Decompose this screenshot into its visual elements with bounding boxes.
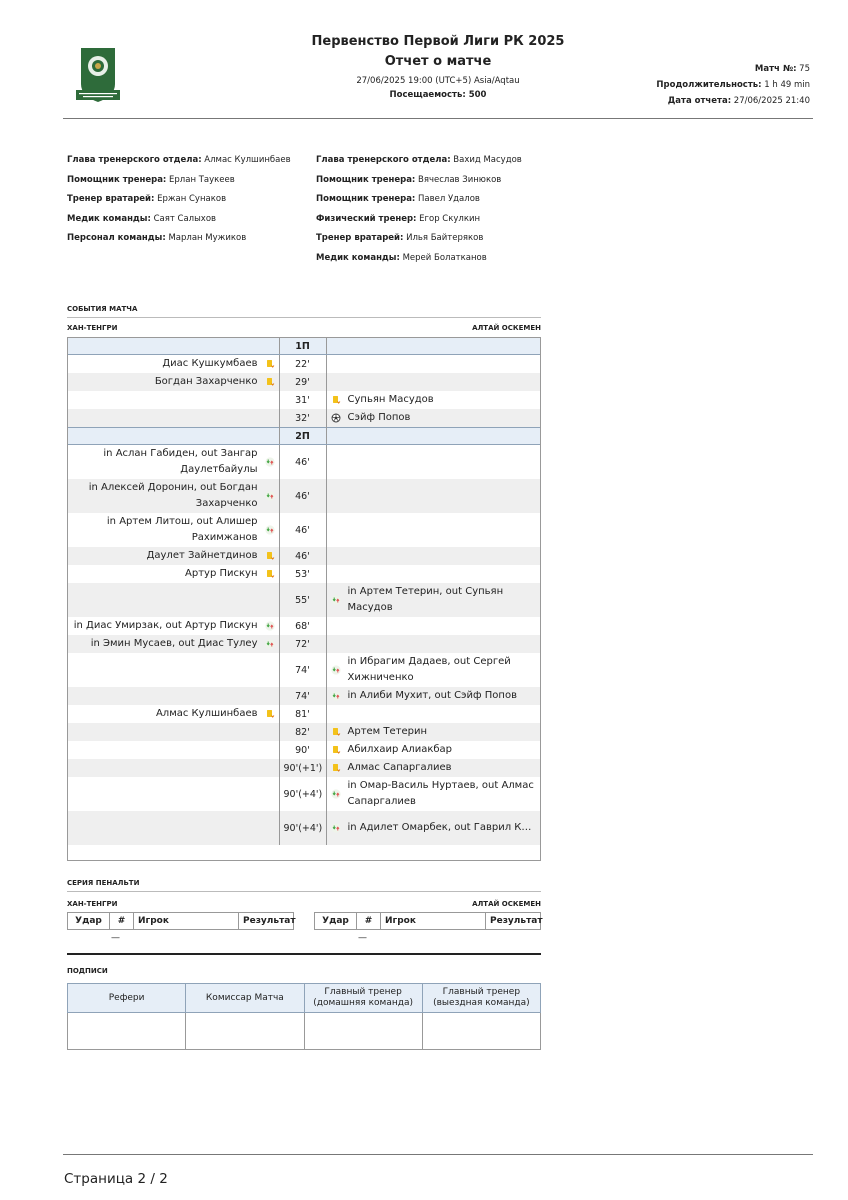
period-header (67, 428, 541, 445)
match-duration: Продолжительность: 1 h 49 min (656, 80, 810, 90)
events-section-title: СОБЫТИЯ МАТЧА (67, 305, 138, 313)
divider (67, 317, 541, 318)
event-home-cell (67, 741, 279, 759)
event-row (67, 391, 541, 409)
event-away-text: Артем Тетерин (347, 726, 428, 737)
divider (67, 953, 541, 955)
period-away-blank (326, 338, 541, 355)
yellow-card-icon (265, 359, 275, 369)
event-away-text: in Адилет Омарбек, out Гаврил Ка··· (347, 822, 537, 833)
event-minute: 55' (279, 583, 326, 617)
event-minute: 90' (279, 741, 326, 759)
event-home-text: in Артем Литош, out Алишер Рахимжанов (106, 516, 258, 543)
event-home-cell (67, 723, 279, 741)
event-home-cell (67, 479, 279, 513)
event-home-text: in Аслан Габиден, out Зангар Даулетбайулы (103, 448, 258, 475)
competition-title: Первенство Первой Лиги РК 2025 (311, 34, 565, 49)
event-home-cell (67, 513, 279, 547)
staff-row: Помощник тренера: Вячеслав Зинюков (316, 174, 502, 185)
signatures-table (67, 983, 541, 1050)
sig-header-commissioner: Комиссар Матча (186, 984, 304, 1013)
home-team-name: ХАН-ТЕНГРИ (67, 324, 118, 332)
page-number: Страница 2 / 2 (64, 1171, 168, 1187)
substitution-icon (331, 823, 341, 833)
event-row (67, 355, 541, 374)
event-home-cell (67, 409, 279, 428)
away-staff-list (316, 151, 522, 269)
event-home-cell (67, 653, 279, 687)
event-away-cell (326, 479, 541, 513)
event-row (67, 687, 541, 705)
staff-row: Помощник тренера: Ерлан Таукеев (67, 174, 235, 185)
home-staff-list (67, 151, 291, 249)
staff-row: Глава тренерского отдела: Алмас Кулшинбаев (67, 155, 291, 165)
event-row (67, 653, 541, 687)
event-home-text: in Диас Умирзак, out Артур Пискун (73, 620, 258, 631)
event-minute: 29' (279, 373, 326, 391)
event-away-cell (326, 811, 541, 845)
period-home-blank (67, 428, 279, 445)
attendance: Посещаемость: 500 (389, 90, 487, 100)
event-minute: 53' (279, 565, 326, 583)
col-header-shot: Удар (68, 913, 110, 930)
sig-box-commissioner[interactable] (186, 1013, 304, 1050)
event-home-cell (67, 687, 279, 705)
event-away-text: in Омар-Василь Нуртаев, out Алмас Сапаргалиев (347, 780, 534, 807)
yellow-card-icon (331, 727, 341, 737)
penalties-team-names (67, 900, 541, 908)
event-away-text: in Артем Тетерин, out Супьян Масудов (347, 586, 504, 613)
event-away-text: in Алиби Мухит, out Сэйф Попов (347, 690, 517, 701)
event-away-cell (326, 565, 541, 583)
substitution-icon (265, 621, 275, 631)
staff-row: Физический тренер: Егор Скулкин (316, 213, 481, 224)
event-row (67, 705, 541, 723)
divider (67, 891, 541, 892)
period-label: 2П (279, 428, 326, 445)
event-away-cell (326, 723, 541, 741)
event-row (67, 741, 541, 759)
event-home-text: Алмас Кулшинбаев (155, 708, 258, 719)
event-row (67, 723, 541, 741)
event-away-text: Сэйф Попов (347, 412, 411, 423)
event-away-cell (326, 409, 541, 428)
away-team-name: АЛТАЙ ОСКЕМЕН (472, 324, 541, 332)
event-minute: 74' (279, 653, 326, 687)
footer-divider (63, 1154, 813, 1155)
yellow-card-icon (331, 395, 341, 405)
event-away-cell (326, 583, 541, 617)
substitution-icon (265, 639, 275, 649)
event-row (67, 547, 541, 565)
home-team-name: ХАН-ТЕНГРИ (67, 900, 118, 908)
staff-row: Помощник тренера: Павел Удалов (316, 194, 480, 205)
event-minute: 31' (279, 391, 326, 409)
sig-header-away-coach: Главный тренер (выездная команда) (422, 984, 540, 1013)
event-away-cell (326, 391, 541, 409)
event-row (67, 565, 541, 583)
away-penalty-table (314, 912, 541, 930)
event-minute: 90'(+1') (279, 759, 326, 777)
away-penalty-empty: — (358, 933, 367, 943)
event-away-text: Супьян Масудов (347, 394, 434, 405)
col-header-player: Игрок (134, 913, 239, 930)
event-home-cell (67, 811, 279, 845)
period-away-blank (326, 428, 541, 445)
event-home-cell (67, 391, 279, 409)
events-team-names (67, 324, 541, 332)
sig-box-referee[interactable] (68, 1013, 186, 1050)
yellow-card-icon (265, 551, 275, 561)
event-home-cell (67, 373, 279, 391)
event-row (67, 583, 541, 617)
event-away-cell (326, 705, 541, 723)
event-minute: 46' (279, 513, 326, 547)
goal-ball-icon (331, 413, 341, 423)
event-row (67, 777, 541, 811)
staff-row: Медик команды: Мерей Болатканов (316, 252, 487, 263)
event-row (67, 445, 541, 480)
staff-row: Медик команды: Саят Салыхов (67, 213, 217, 224)
period-label: 1П (279, 338, 326, 355)
col-header-result: Результат (239, 913, 294, 930)
sig-header-home-coach: Главный тренер (домашняя команда) (304, 984, 422, 1013)
period-header (67, 338, 541, 355)
report-date: Дата отчета: 27/06/2025 21:40 (667, 96, 810, 106)
event-away-cell (326, 635, 541, 653)
report-title: Отчет о матче (384, 54, 492, 69)
event-away-cell (326, 777, 541, 811)
col-header-number: # (357, 913, 381, 930)
substitution-icon (331, 665, 341, 675)
event-minute: 90'(+4') (279, 811, 326, 845)
staff-row: Тренер вратарей: Илья Байтеряков (316, 233, 484, 244)
event-minute: 46' (279, 547, 326, 565)
col-header-result: Результат (486, 913, 541, 930)
event-minute: 82' (279, 723, 326, 741)
event-away-cell (326, 513, 541, 547)
event-away-cell (326, 741, 541, 759)
staff-row: Тренер вратарей: Ержан Сунаков (67, 194, 227, 205)
event-away-cell (326, 759, 541, 777)
signatures-section-title: ПОДПИСИ (67, 967, 108, 975)
event-home-cell (67, 759, 279, 777)
event-row (67, 409, 541, 428)
event-home-text: Артур Пискун (185, 568, 258, 579)
event-row (67, 479, 541, 513)
event-minute: 72' (279, 635, 326, 653)
event-row (67, 513, 541, 547)
event-row (67, 373, 541, 391)
event-minute: 22' (279, 355, 326, 374)
event-minute: 32' (279, 409, 326, 428)
event-row (67, 617, 541, 635)
staff-row: Персонал команды: Марлан Мужиков (67, 233, 247, 244)
event-minute: 81' (279, 705, 326, 723)
event-minute: 74' (279, 687, 326, 705)
away-team-name: АЛТАЙ ОСКЕМЕН (472, 900, 541, 908)
col-header-player: Игрок (381, 913, 486, 930)
event-away-text: Абилхаир Алиакбар (347, 744, 453, 755)
substitution-icon (265, 525, 275, 535)
event-home-cell (67, 547, 279, 565)
yellow-card-icon (265, 569, 275, 579)
event-away-cell (326, 653, 541, 687)
substitution-icon (265, 491, 275, 501)
event-home-cell (67, 635, 279, 653)
event-minute: 46' (279, 445, 326, 480)
event-away-text: Алмас Сапаргалиев (347, 762, 452, 773)
event-home-text: in Эмин Мусаев, out Диас Тулеу (90, 638, 258, 649)
event-home-cell (67, 777, 279, 811)
event-home-text: in Алексей Доронин, out Богдан Захарченко (88, 482, 258, 509)
event-minute: 68' (279, 617, 326, 635)
event-away-cell (326, 355, 541, 374)
sig-box-away-coach[interactable] (422, 1013, 540, 1050)
event-away-cell (326, 373, 541, 391)
yellow-card-icon (265, 377, 275, 387)
col-header-shot: Удар (315, 913, 357, 930)
event-away-cell (326, 617, 541, 635)
event-minute: 46' (279, 479, 326, 513)
report-header (63, 30, 813, 119)
event-row (67, 759, 541, 777)
substitution-icon (331, 595, 341, 605)
event-home-cell (67, 583, 279, 617)
event-row (67, 635, 541, 653)
home-penalty-table (67, 912, 294, 930)
event-home-cell (67, 705, 279, 723)
substitution-icon (331, 691, 341, 701)
sig-box-home-coach[interactable] (304, 1013, 422, 1050)
event-away-cell (326, 687, 541, 705)
event-home-cell (67, 565, 279, 583)
event-row (67, 811, 541, 845)
event-home-cell (67, 445, 279, 480)
substitution-icon (265, 457, 275, 467)
yellow-card-icon (331, 763, 341, 773)
event-home-text: Даулет Зайнетдинов (146, 550, 258, 561)
match-meta (656, 61, 810, 109)
sig-header-referee: Рефери (68, 984, 186, 1013)
event-home-cell (67, 617, 279, 635)
period-home-blank (67, 338, 279, 355)
event-home-text: Диас Кушкумбаев (162, 358, 258, 369)
yellow-card-icon (331, 745, 341, 755)
event-away-cell (326, 445, 541, 480)
event-away-text: in Ибрагим Дадаев, out Сергей Хижниченко (347, 656, 511, 683)
event-away-cell (326, 547, 541, 565)
substitution-icon (331, 789, 341, 799)
events-table (67, 337, 541, 845)
event-home-text: Богдан Захарченко (154, 376, 258, 387)
event-home-cell (67, 355, 279, 374)
yellow-card-icon (265, 709, 275, 719)
match-number: Матч №: 75 (754, 64, 810, 74)
penalties-section-title: СЕРИЯ ПЕНАЛЬТИ (67, 879, 140, 887)
col-header-number: # (110, 913, 134, 930)
home-penalty-empty: — (111, 933, 120, 943)
staff-row: Глава тренерского отдела: Вахид Масудов (316, 155, 522, 165)
match-datetime: 27/06/2025 19:00 (UTC+5) Asia/Aqtau (356, 76, 520, 86)
event-minute: 90'(+4') (279, 777, 326, 811)
